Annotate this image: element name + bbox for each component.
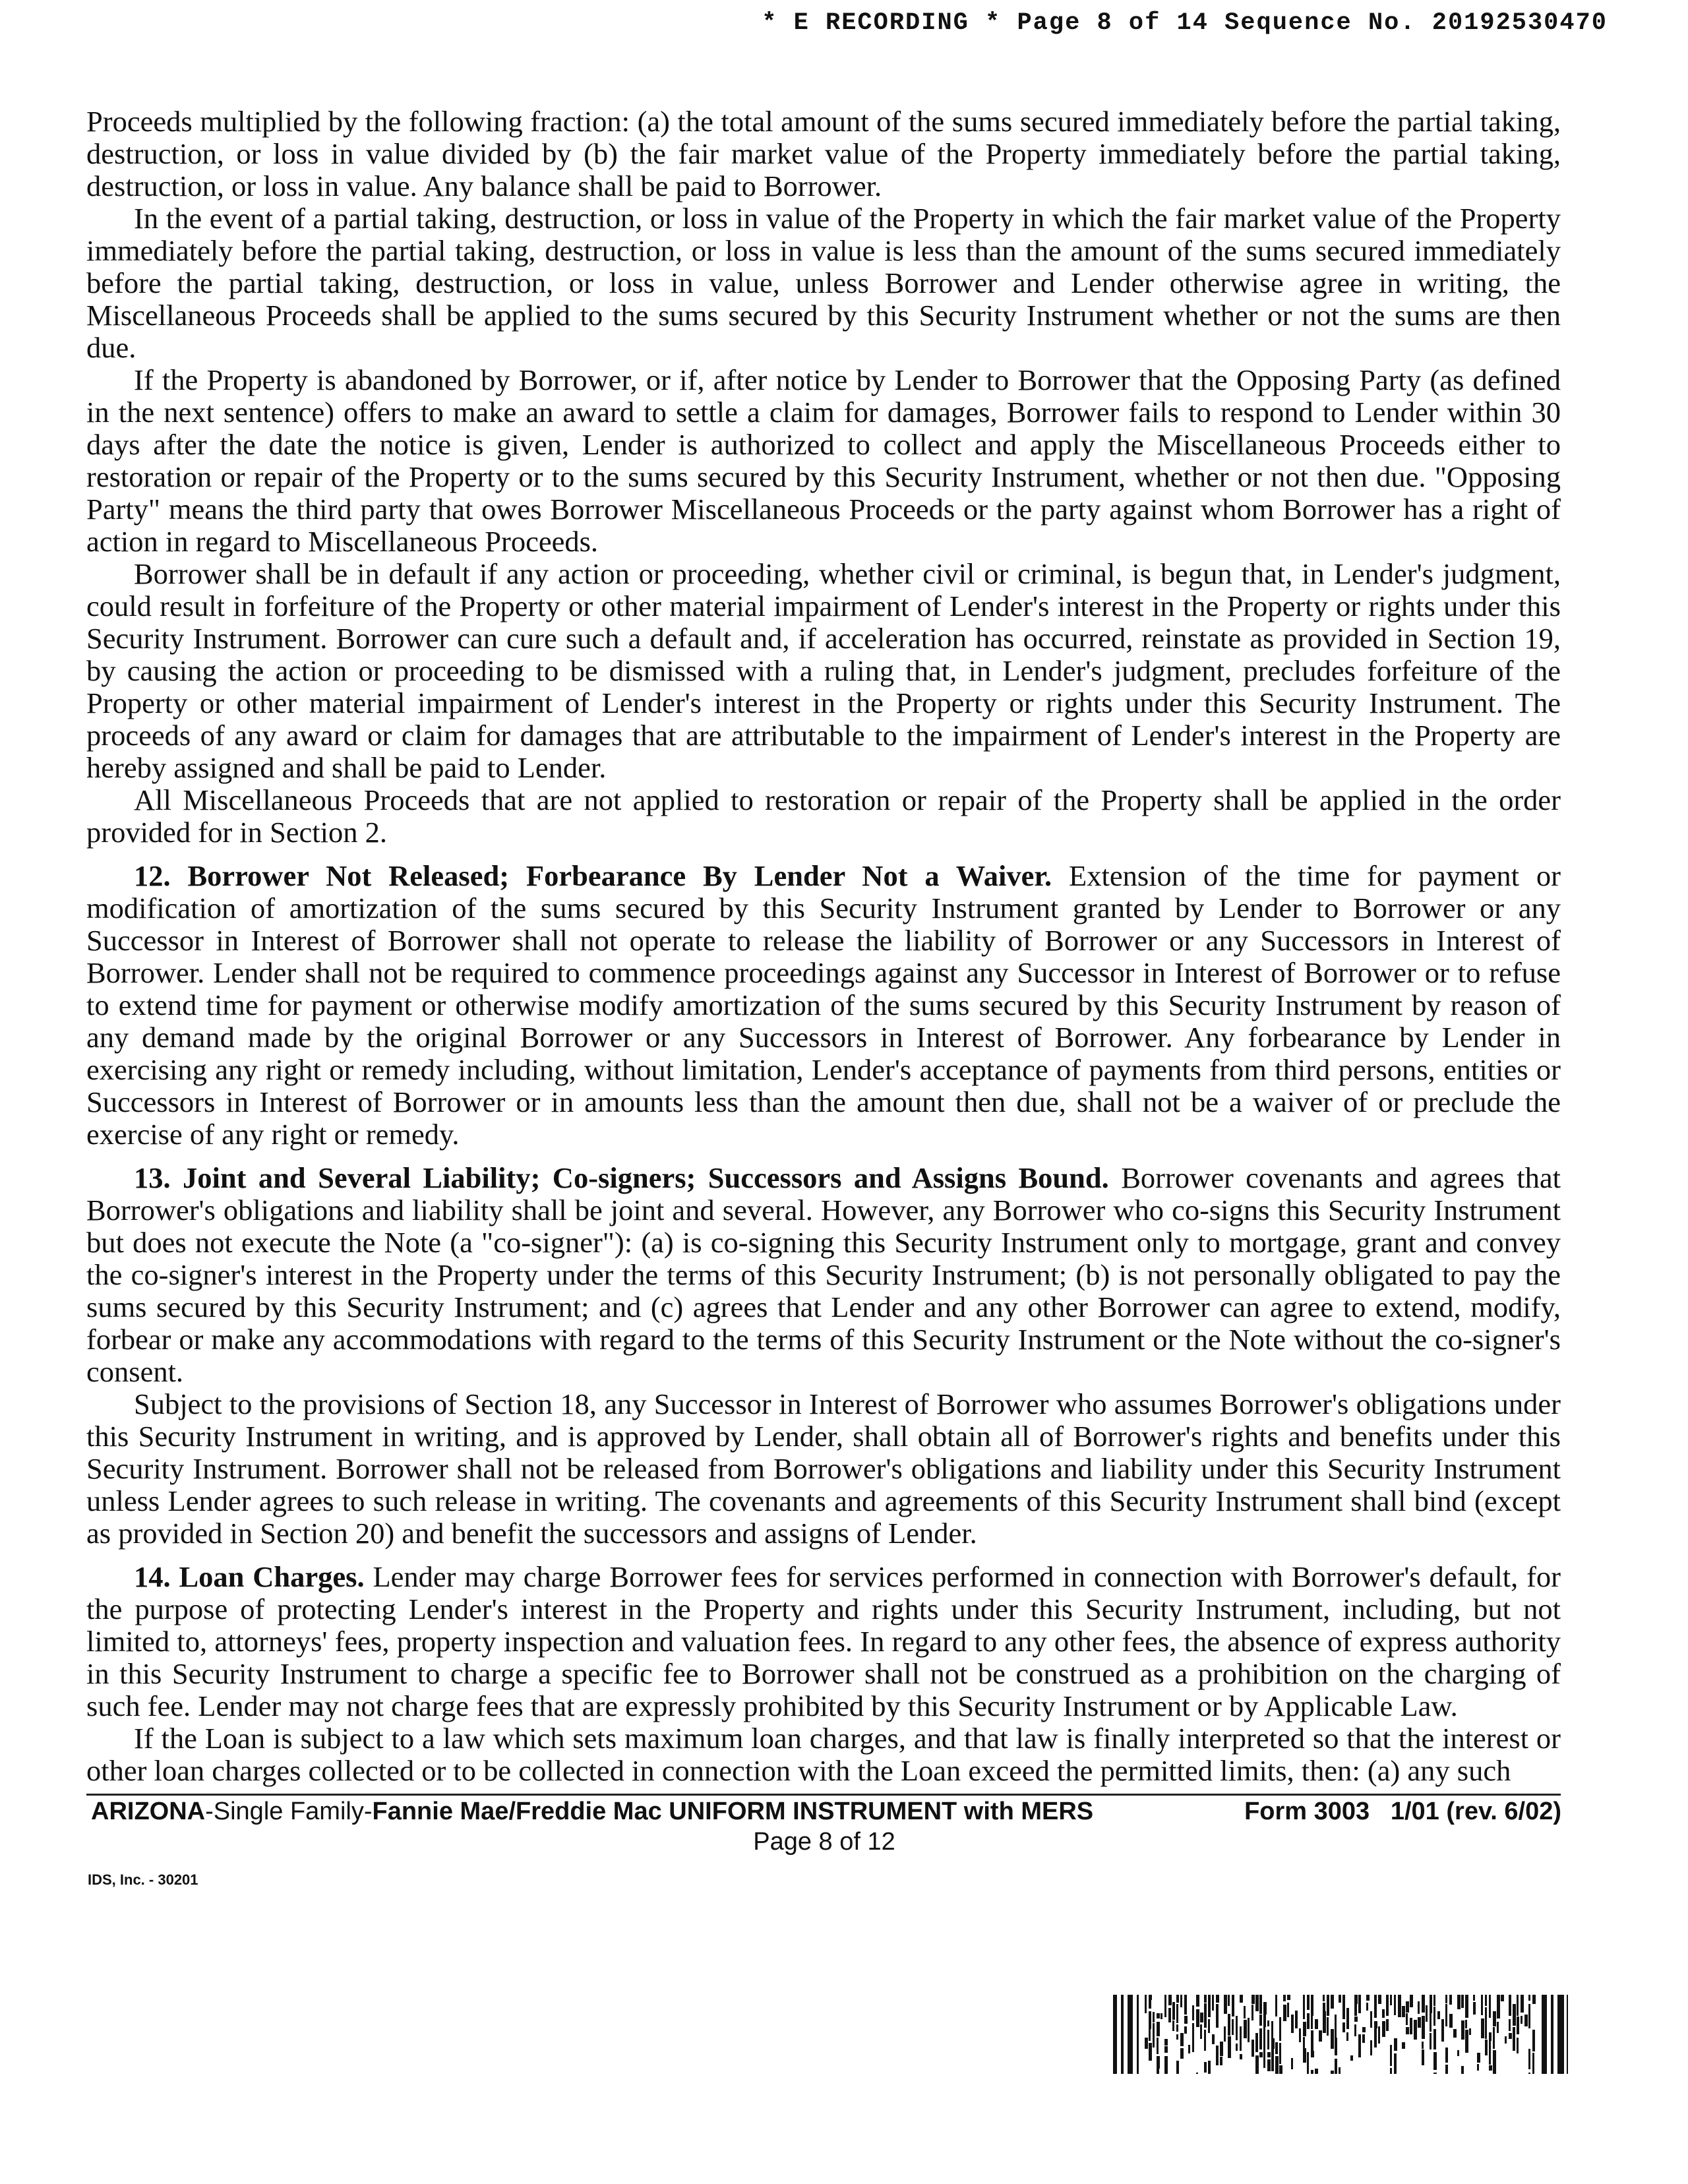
section-14-text: Lender may charge Borrower fees for services performed in connection with Borrower's default, for the purpose of protecting Lender's interest in the Property and rights under this Security Instrument, including, but not limited to, attorneys' fees, property inspection and valuation fees. In regard to any other fees, the absence of express authority in this Security Instrument to charge a specific fee to Borrower shall not be construed as a prohibition on the charging of such fee. Lender may not charge fees that are expressly prohibited by this Security Instrument or by Applicable Law.	[86, 1560, 1561, 1722]
footer-page-number: Page 8 of 12	[753, 1828, 895, 1856]
footer-divider	[86, 1794, 1561, 1796]
section-14-title: 14. Loan Charges.	[134, 1560, 365, 1593]
section-13-paragraph-2: Subject to the provisions of Section 18, any Successor in Interest of Borrower who assumes Borrower's obligations under this Security Instrument in writing, and is approved by Lender, shall obtain all of Borrower's rights and benefits under this Security Instrument. Borrower shall not be released from Borrower's obligations and liability under this Security Instrument unless Lender agrees to such release in writing. The covenants and agreements of this Security Instrument shall bind (except as provided in Section 20) and benefit the successors and assigns of Lender.	[86, 1387, 1561, 1550]
section-13-text: Borrower covenants and agrees that Borrower's obligations and liability shall be joint and several. However, any Borrower who co-signs this Security Instrument but does not execute the Note (a "co-signer"): (a) is co-signing this Security Instrument only to mortgage, grant and convey the co-signer's interest in the Property under the terms of this Security Instrument; (b) is not personally obligated to pay the sums secured by this Security Instrument; and (c) agrees that Lender and any other Borrower can agree to extend, modify, forbear or make any accommodations with regard to the terms of this Security Instrument or the Note without the co-signer's consent.	[86, 1161, 1561, 1388]
footer-instrument-title	[91, 1798, 1093, 1826]
paragraph-misc-proceeds-order: All Miscellaneous Proceeds that are not applied to restoration or repair of the Property shall be applied in the order provided for in Section 2.	[86, 783, 1561, 849]
footer-state: ARIZONA	[91, 1798, 206, 1825]
recording-header: * E RECORDING * Page 8 of 14 Sequence No. 20192530470	[762, 9, 1608, 37]
footer-program: Fannie Mae/Freddie Mac UNIFORM INSTRUMENT with MERS	[372, 1798, 1094, 1825]
document-body	[86, 106, 1561, 1787]
section-13	[86, 1162, 1561, 1388]
section-12-title: 12. Borrower Not Released; Forbearance By Lender Not a Waiver.	[134, 859, 1052, 892]
section-12	[86, 860, 1561, 1151]
barcode-image	[1113, 1995, 1568, 2074]
paragraph-proceeds-fraction: Proceeds multiplied by the following fraction: (a) the total amount of the sums secured immediately before the partial taking, destruction, or loss in value divided by (b) the fair market value of the Property immediately before the partial taking, destruction, or loss in value. Any balance shall be paid to Borrower.	[86, 105, 1561, 202]
section-12-text: Extension of the time for payment or modification of amortization of the sums secured by this Security Instrument granted by Lender to Borrower or any Successor in Interest of Borrower shall not operate to release the liability of Borrower or any Successors in Interest of Borrower. Lender shall not be required to commence proceedings against any Successor in Interest of Borrower or to refuse to extend time for payment or otherwise modify amortization of the sums secured by this Security Instrument by reason of any demand made by the original Borrower or any Successors in Interest of Borrower. Any forbearance by Lender in exercising any right or remedy including, without limitation, Lender's acceptance of payments from third persons, entities or Successors in Interest of Borrower or in amounts less than the amount then due, shall not be a waiver of or preclude the exercise of any right or remedy.	[86, 859, 1561, 1151]
section-14-paragraph-2: If the Loan is subject to a law which sets maximum loan charges, and that law is finally interpreted so that the interest or other loan charges collected or to be collected in connection with the Loan exceed the permitted limits, then: (a) any such	[86, 1722, 1561, 1787]
footer-single-family: -Single Family-	[205, 1798, 373, 1825]
paragraph-borrower-default: Borrower shall be in default if any action or proceeding, whether civil or criminal, is begun that, in Lender's judgment, could result in forfeiture of the Property or other material impairment of Lender's interest in the Property or rights under this Security Instrument. Borrower can cure such a default and, if acceleration has occurred, reinstate as provided in Section 19, by causing the action or proceeding to be dismissed with a ruling that, in Lender's judgment, precludes forfeiture of the Property or other material impairment of Lender's interest in the Property or rights under this Security Instrument. The proceeds of any award or claim for damages that are attributable to the impairment of Lender's interest in the Property are hereby assigned and shall be paid to Lender.	[86, 557, 1561, 784]
paragraph-abandoned-property: If the Property is abandoned by Borrower, or if, after notice by Lender to Borrower that the Opposing Party (as defined in the next sentence) offers to make an award to settle a claim for damages, Borrower fails to respond to Lender within 30 days after the date the notice is given, Lender is authorized to collect and apply the Miscellaneous Proceeds either to restoration or repair of the Property or to the sums secured by this Security Instrument, whether or not then due. "Opposing Party" means the third party that owes Borrower Miscellaneous Proceeds or the party against whom Borrower has a right of action in regard to Miscellaneous Proceeds.	[86, 363, 1561, 558]
paragraph-partial-taking: In the event of a partial taking, destruction, or loss in value of the Property in which the fair market value of the Property immediately before the partial taking, destruction, or loss in value is less than the amount of the sums secured immediately before the partial taking, destruction, or loss in value, unless Borrower and Lender otherwise agree in writing, the Miscellaneous Proceeds shall be applied to the sums secured by this Security Instrument whether or not the sums are then due.	[86, 202, 1561, 364]
footer-form-number: Form 3003 1/01 (rev. 6/02)	[1244, 1798, 1561, 1825]
section-14	[86, 1561, 1561, 1722]
section-13-title: 13. Joint and Several Liability; Co-signers; Successors and Assigns Bound.	[134, 1161, 1109, 1194]
footer-form-line	[91, 1798, 1561, 1826]
footer-ids-code: IDS, Inc. - 30201	[88, 1871, 198, 1888]
